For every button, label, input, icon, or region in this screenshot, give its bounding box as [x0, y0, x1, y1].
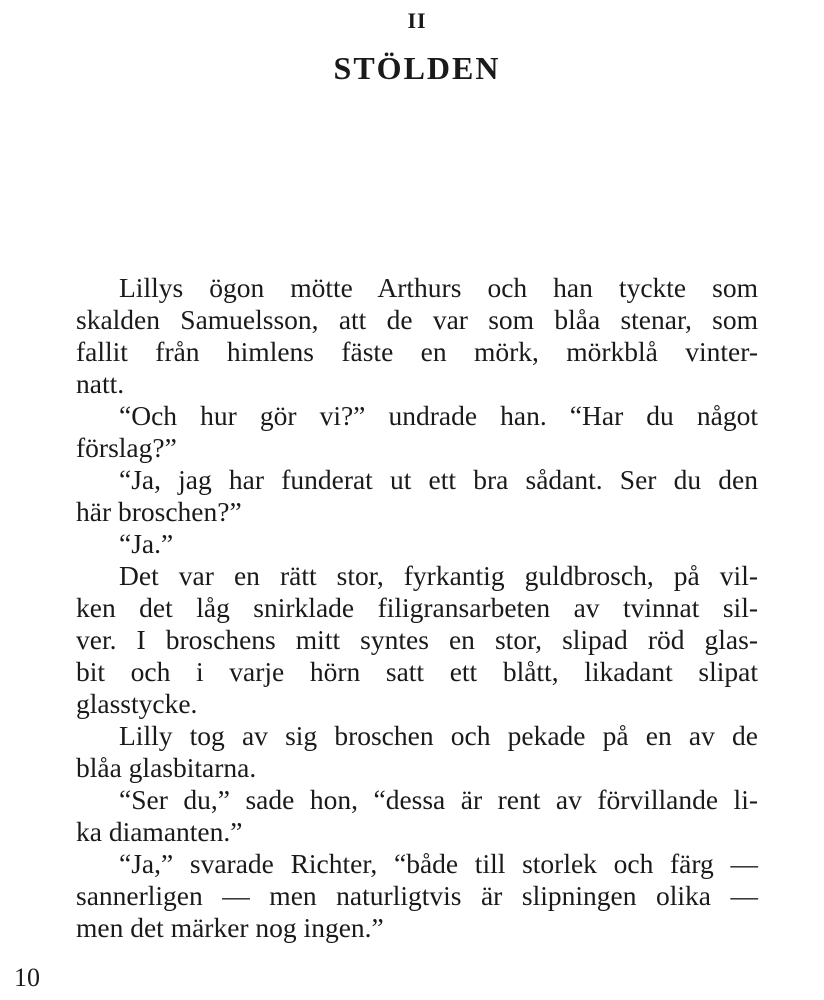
text-line: “Och hur gör vi?” undrade han. “Har du något	[119, 400, 758, 431]
text-line: “Ja,” svarade Richter, “både till storlek och färg —	[119, 848, 758, 879]
text-line: Lilly tog av sig broschen och pekade på en av de	[119, 720, 758, 751]
text-line: “Ser du,” sade hon, “dessa är rent av förvillande li-	[119, 784, 758, 815]
text-line: skalden Samuelsson, att de var som blåa stenar, som	[76, 304, 758, 335]
text-line: bit och i varje hörn satt ett blått, likadant slipat	[76, 656, 758, 687]
text-line: natt.	[76, 368, 125, 399]
text-line: blåa glasbitarna.	[76, 752, 257, 783]
text-line: förslag?”	[76, 432, 177, 463]
text-line: sannerligen — men naturligtvis är slipningen olika —	[76, 880, 758, 911]
chapter-number: II	[407, 8, 427, 33]
text-line: “Ja, jag har funderat ut ett bra sådant. Ser du den	[119, 464, 758, 495]
text-line: men det märker nog ingen.”	[76, 912, 384, 943]
text-line: Lillys ögon mötte Arthurs och han tyckte som	[119, 272, 758, 303]
page-number: 10	[14, 963, 40, 992]
text-line: glasstycke.	[76, 688, 198, 719]
text-line: fallit från himlens fäste en mörk, mörkblå vinter-	[76, 336, 758, 367]
text-line: ka diamanten.”	[76, 816, 243, 847]
text-line: ken det låg snirklade filigransarbeten av tvinnat sil-	[76, 592, 758, 623]
text-line: här broschen?”	[76, 496, 242, 527]
chapter-body	[76, 272, 758, 944]
text-line: “Ja.”	[119, 528, 174, 559]
text-line: Det var en rätt stor, fyrkantig guldbrosch, på vil-	[119, 560, 758, 591]
chapter-title: STÖLDEN	[333, 50, 501, 86]
text-line: ver. I broschens mitt syntes en stor, slipad röd glas-	[76, 624, 758, 655]
